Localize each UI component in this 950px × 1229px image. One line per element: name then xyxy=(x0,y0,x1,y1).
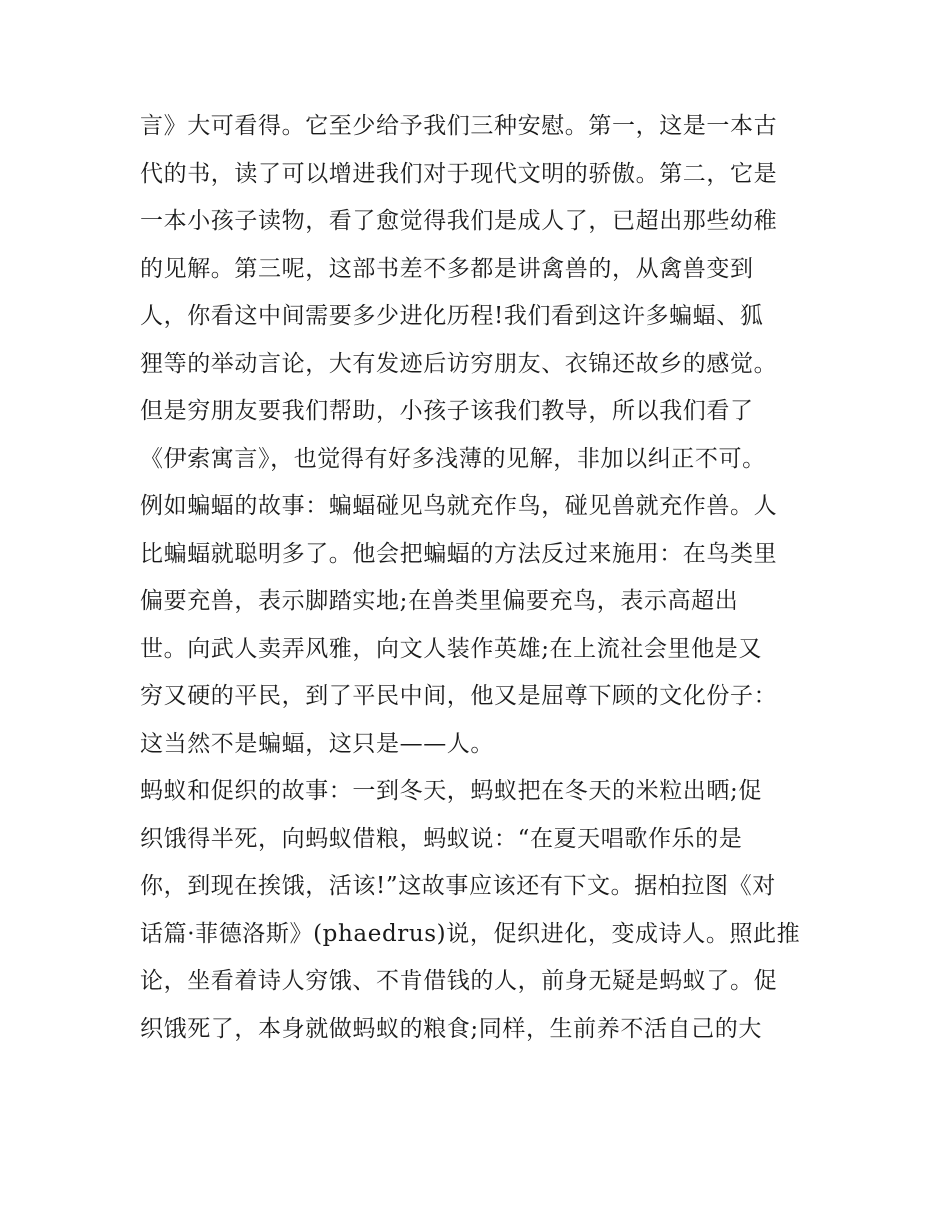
text-line: 的见解。第三呢，这部书差不多都是讲禽兽的，从禽兽变到 xyxy=(140,255,754,282)
text-line: 偏要充兽，表示脚踏实地;在兽类里偏要充鸟，表示高超出 xyxy=(140,588,739,614)
text-line: 一本小孩子读物，看了愈觉得我们是成人了，已超出那些幼稚 xyxy=(140,208,778,234)
text-line: 蚂蚁和促织的故事：一到冬天，蚂蚁把在冬天的米粒出晒;促 xyxy=(140,778,762,804)
body-text xyxy=(140,103,830,1053)
text-line: 穷又硬的平民，到了平民中间，他又是屈尊下顾的文化份子： xyxy=(140,683,778,709)
text-line: 织饿得半死，向蚂蚁借粮，蚂蚁说：“在夏天唱歌作乐的是 xyxy=(140,825,743,852)
text-line: 话篇·菲德洛斯》(phaedrus)说，促织进化，变成诗人。照此推 xyxy=(140,920,801,947)
text-line: 世。向武人卖弄风雅，向文人装作英雄;在上流社会里他是又 xyxy=(140,635,762,662)
text-line: 织饿死了，本身就做蚂蚁的粮食;同样，生前养不活自己的大 xyxy=(140,1015,762,1042)
text-line: 例如蝙蝠的故事：蝙蝠碰见鸟就充作鸟，碰见兽就充作兽。人 xyxy=(140,493,778,519)
text-line: 《伊索寓言》，也觉得有好多浅薄的见解，非加以纠正不可。 xyxy=(140,445,766,472)
text-line: 但是穷朋友要我们帮助，小孩子该我们教导，所以我们看了 xyxy=(140,398,754,424)
text-line: 言》大可看得。它至少给予我们三种安慰。第一，这是一本古 xyxy=(140,113,778,139)
text-line: 狸等的举动言论，大有发迹后访穷朋友、衣锦还故乡的感觉。 xyxy=(140,350,778,377)
text-line: 论，坐看着诗人穷饿、不肯借钱的人，前身无疑是蚂蚁了。促 xyxy=(140,968,778,994)
text-line: 代的书，读了可以增进我们对于现代文明的骄傲。第二，它是 xyxy=(140,160,778,187)
text-line: 这当然不是蝙蝠，这只是——人。 xyxy=(140,730,494,757)
text-line: 比蝙蝠就聪明多了。他会把蝙蝠的方法反过来施用：在鸟类里 xyxy=(140,540,778,567)
text-line: 你，到现在挨饿，活该!”这故事应该还有下文。据柏拉图《对 xyxy=(140,873,776,899)
text-line: 人，你看这中间需要多少进化历程!我们看到这许多蝙蝠、狐 xyxy=(140,303,764,329)
